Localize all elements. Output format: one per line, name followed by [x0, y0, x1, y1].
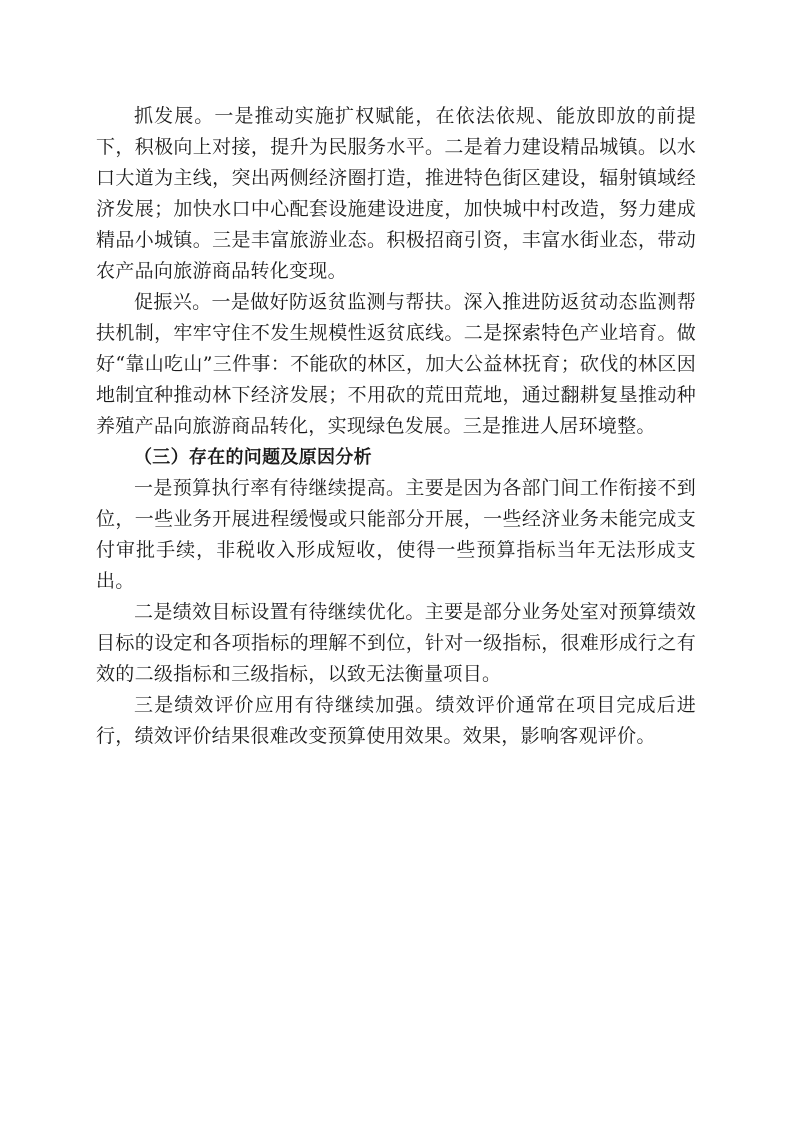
- paragraph-develop: 抓发展。一是推动实施扩权赋能，在依法依规、能放即放的前提下，积极向上对接，提升为民服务水平。二是着力建设精品城镇。以水口大道为主线，突出两侧经济圈打造，推进特色街区建设，辐射镇域经济发展；加快水口中心配套设施建设进度，加快城中村改造，努力建成精品小城镇。三是丰富旅游业态。积极招商引资，丰富水街业态，带动农产品向旅游商品转化变现。: [96, 105, 696, 282]
- paragraph-revitalize: 促振兴。一是做好防返贫监测与帮扶。深入推进防返贫动态监测帮扶机制，牢牢守住不发生规模性返贫底线。二是探索特色产业培育。做好“靠山吃山”三件事：不能砍的林区，加大公益林抚育；砍伐的林区因地制宜种推动林下经济发展；不用砍的荒田荒地，通过翻耕复垦推动种养殖产品向旅游商品转化，实现绿色发展。三是推进人居环境整。: [96, 291, 696, 437]
- paragraph-problem-2: 二是绩效目标设置有待继续优化。主要是部分业务处室对预算绩效目标的设定和各项指标的理解不到位，针对一级指标，很难形成行之有效的二级指标和三级指标，以致无法衡量项目。: [96, 601, 696, 685]
- paragraph-problem-1: 一是预算执行率有待继续提高。主要是因为各部门间工作衔接不到位，一些业务开展进程缓慢或只能部分开展，一些经济业务未能完成支付审批手续，非税收入形成短收，使得一些预算指标当年无法形成支出。: [96, 477, 696, 592]
- document-body: [96, 101, 696, 752]
- section-heading-problems: （三）存在的问题及原因分析: [134, 447, 372, 468]
- paragraph-problem-3: 三是绩效评价应用有待继续加强。绩效评价通常在项目完成后进行，绩效评价结果很难改变预算使用效果。效果，影响客观评价。: [96, 694, 696, 747]
